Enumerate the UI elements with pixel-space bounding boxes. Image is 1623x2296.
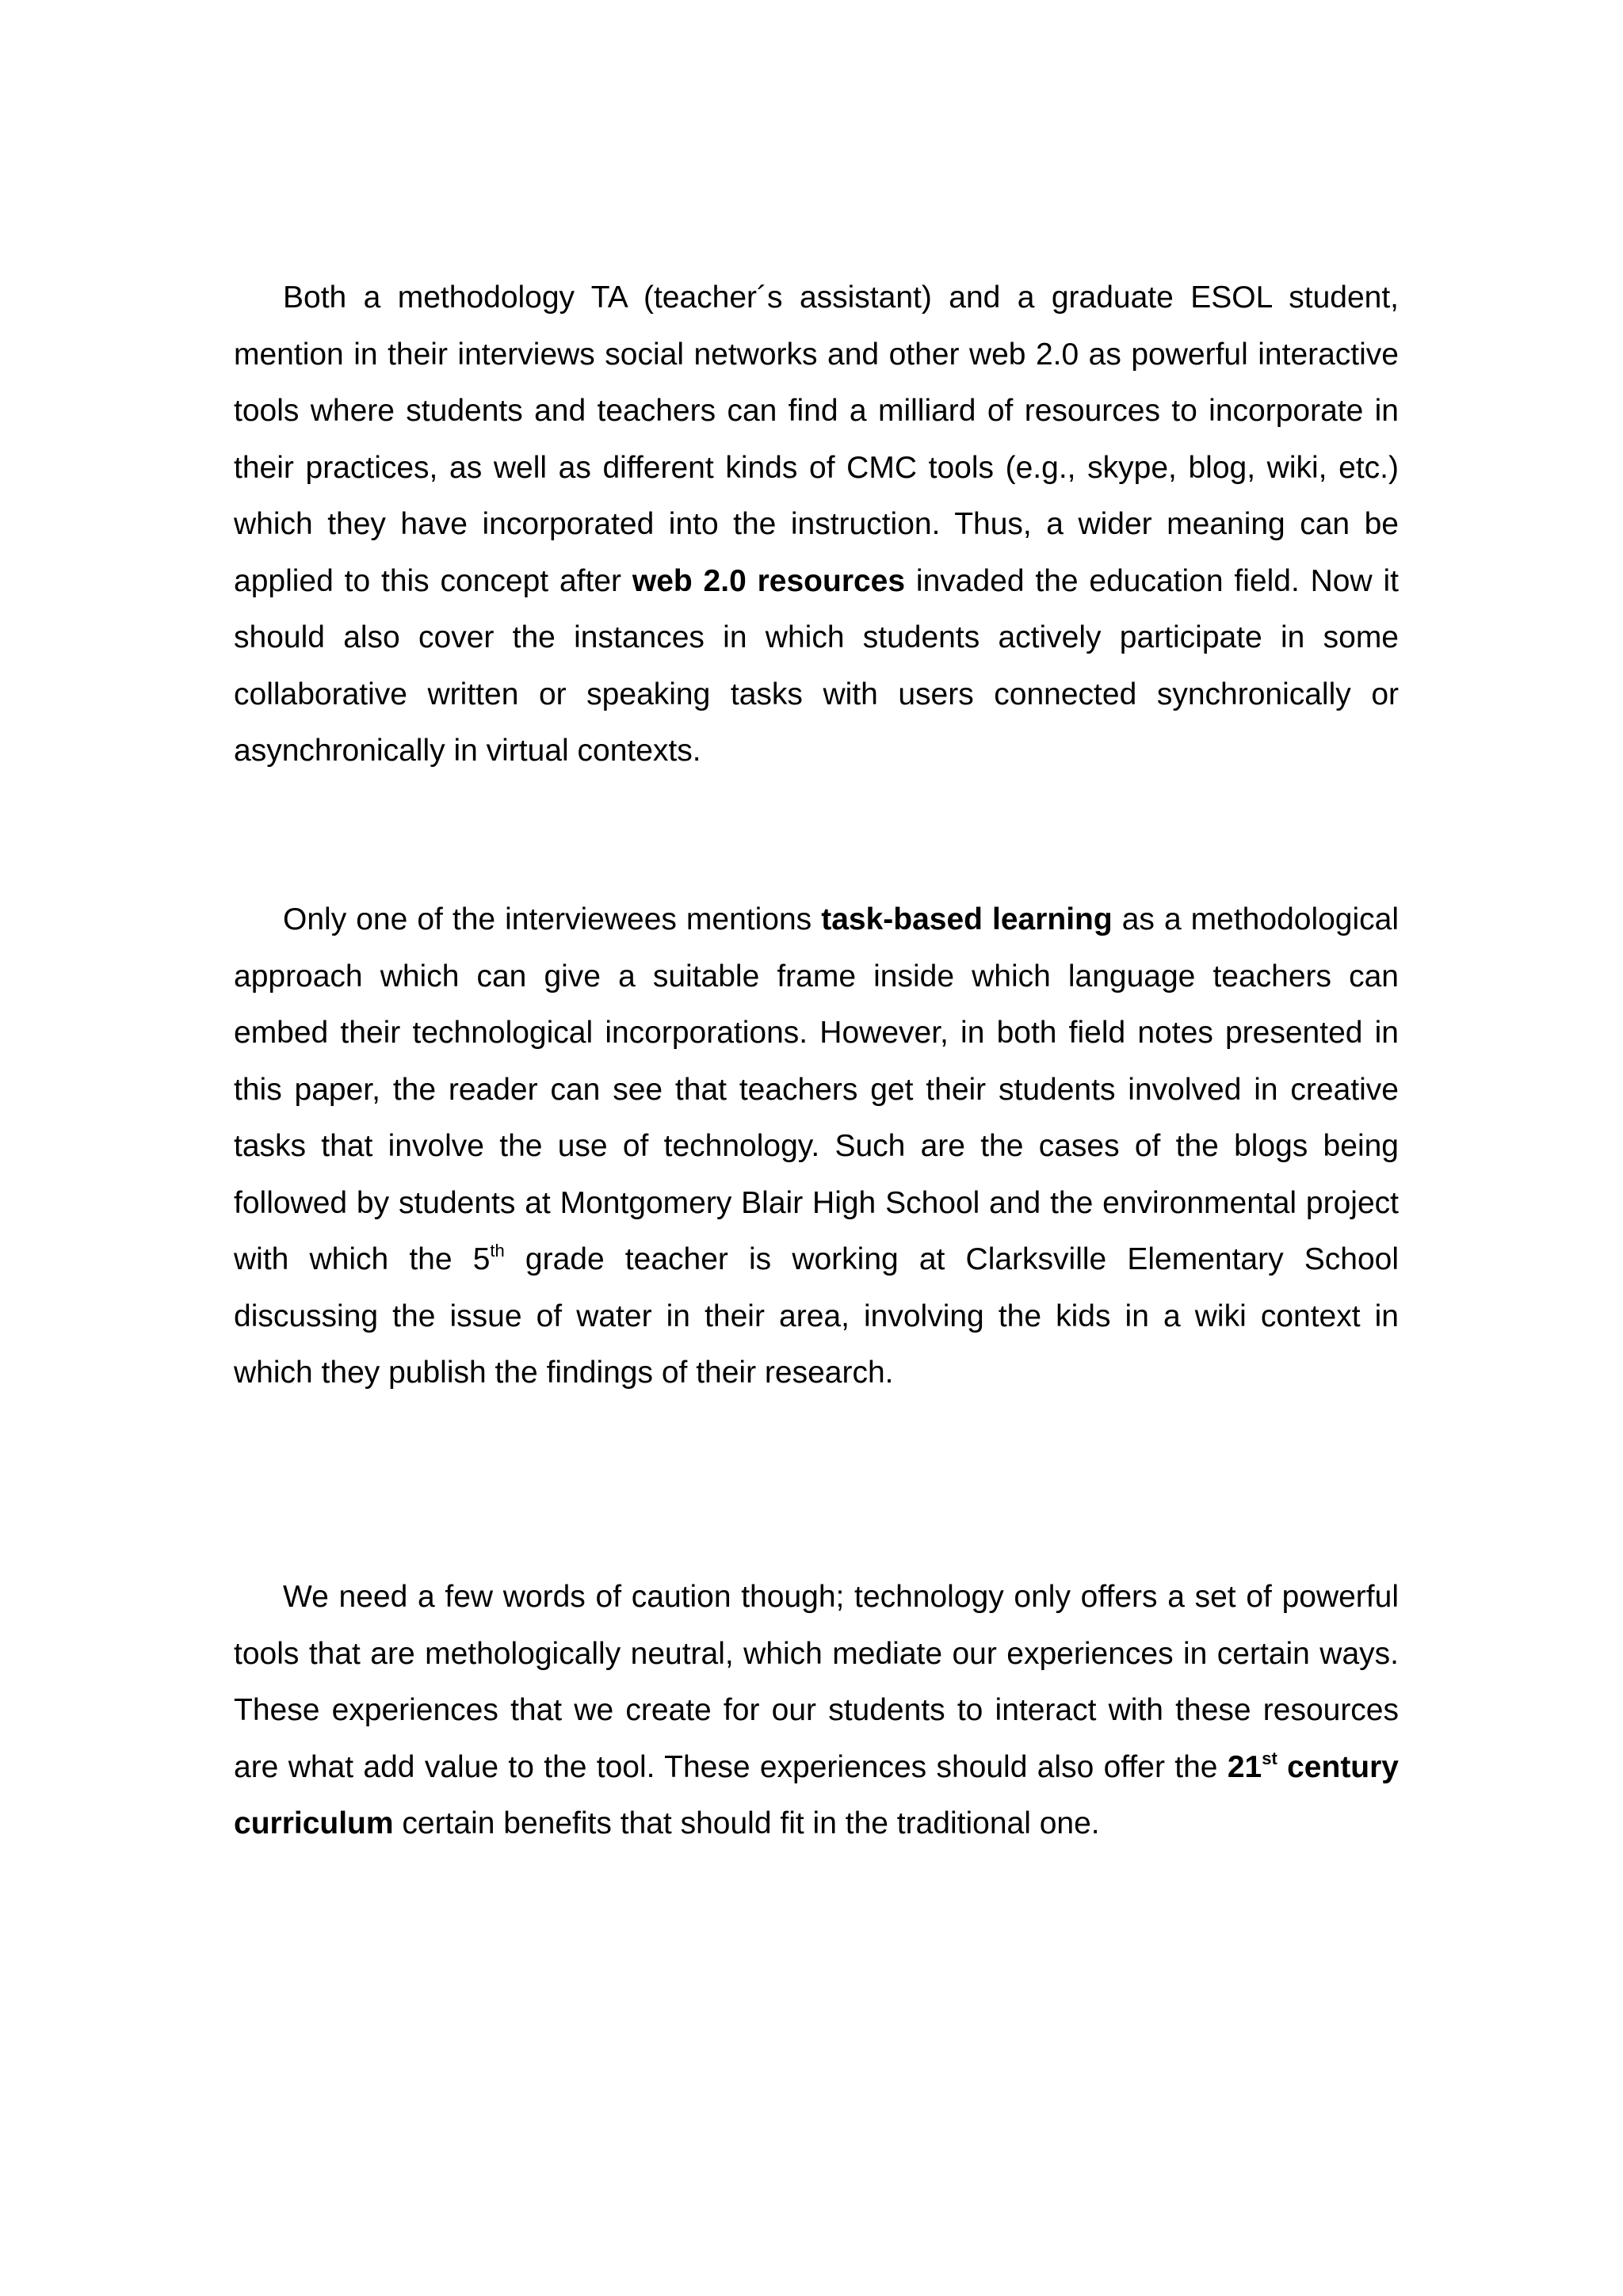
bold-term-web-2-0-resources: web 2.0 resources [632, 563, 906, 598]
bold-term-task-based-learning: task-based learning [821, 902, 1113, 936]
paragraph-text: as a methodological approach which can give a suitable frame inside which language teachers can embed their technological incorporations. However, in both field notes presented in this paper, the reader can see that teachers get their students involved in creative tasks that involve the use of technology. Such are the cases of the blogs being followed by students at Montgomery Blair High School and the environmental project with which the 5 [234, 902, 1400, 1276]
ordinal-suffix: st [1262, 1748, 1277, 1768]
paragraph-text: grade teacher is working at Clarksville Elementary School discussing the issue of water in their area, involving the kids in a wiki context in which they publish the findings of their research. [234, 1242, 1399, 1390]
paragraph-task-based-learning [234, 891, 1399, 1402]
ordinal-suffix: th [490, 1241, 505, 1261]
paragraph-text: Only one of the interviewees mentions [283, 902, 822, 936]
paragraph-web-2-0 [234, 269, 1399, 780]
bold-text: century curriculum [234, 1749, 1399, 1840]
paragraph-caution [234, 1569, 1399, 1852]
paragraph-text: We need a few words of caution though; technology only offers a set of powerful tools that are methologically neutral, which mediate our experiences in certain ways. These experiences that we create for our students to interact with these resources are what add value to the tool. These experiences should also offer the [234, 1580, 1399, 1784]
paragraph-text: certain benefits that should fit in the traditional one. [393, 1806, 1100, 1840]
paragraph-text: invaded the education field. Now it should also cover the instances in which students actively participate in some collaborative written or speaking tasks with users connected synchronically or asynchronically in virtual contexts. [234, 563, 1399, 768]
bold-number: 21 [1227, 1749, 1262, 1784]
paragraph-text: Both a methodology TA (teacher´s assistant) and a graduate ESOL student, mention in their interviews social networks and other web 2.0 as powerful interactive tools where students and teachers can find a milliard of resources to incorporate in their practices, as well as different kinds of CMC tools (e.g., skype, blog, wiki, etc.) which they have incorporated into the instruction. Thus, a wider meaning can be applied to this concept after [234, 280, 1399, 598]
